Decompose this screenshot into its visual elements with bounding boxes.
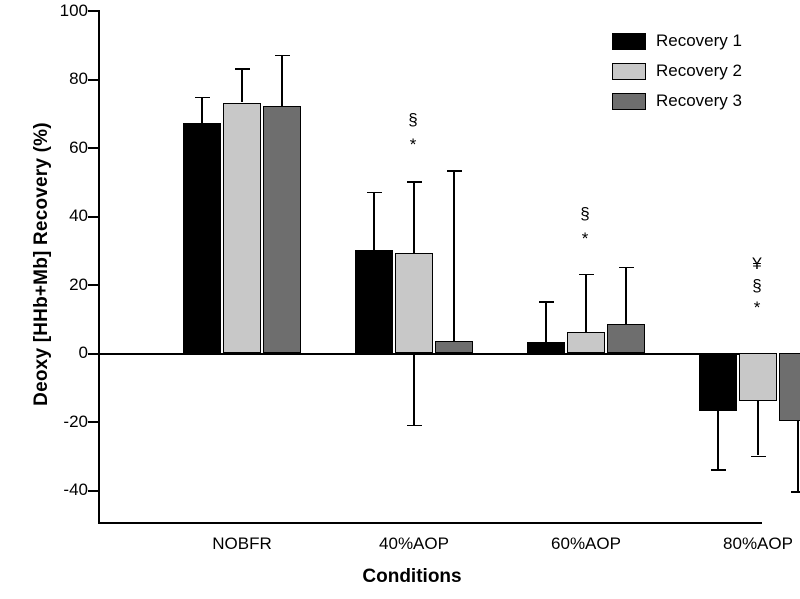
x-tick-label-aop80: 80%AOP [723,534,793,553]
x-tick-label-nobfr: NOBFR [212,534,272,553]
legend [612,28,792,118]
errorbar-cap-aop60-recovery1 [539,301,554,303]
y-axis-title: Deoxy [HHb+Mb] Recovery (%) [31,122,52,406]
y-tick-80 [88,79,98,81]
x-axis-title: Conditions [362,566,462,587]
y-tick-0 [88,353,98,355]
errorbar-cap-aop40-recovery2-lower [407,425,422,427]
y-tick-100 [88,10,98,12]
bar-nobfr-recovery1 [183,123,221,353]
bar-aop60-recovery3 [607,324,645,353]
errorbar-cap-aop40-recovery3 [447,170,462,172]
y-tick-label-neg20: -20 [63,412,88,431]
bar-nobfr-recovery2 [223,103,261,353]
errorbar-cap-aop80-recovery1 [711,469,726,471]
y-tick-label-80: 80 [69,69,88,88]
errorbar-cap-aop80-recovery3 [791,491,800,493]
errorbar-aop60-recovery1 [545,301,547,342]
y-tick-neg20 [88,421,98,423]
legend-label-recovery3: Recovery 3 [656,91,742,110]
bar-aop80-recovery1 [699,353,737,411]
y-tick-label-neg40: -40 [63,480,88,499]
bar-aop80-recovery3 [779,353,800,422]
errorbar-aop60-recovery2 [585,274,587,332]
x-tick-label-aop40: 40%AOP [379,534,449,553]
errorbar-aop40-recovery2-lower [413,353,415,425]
x-axis-line [98,522,762,524]
y-tick-label-0: 0 [78,343,88,362]
bar-aop60-recovery2 [567,332,605,353]
errorbar-aop80-recovery1 [717,411,719,469]
errorbar-cap-nobfr-recovery3 [275,55,290,57]
errorbar-cap-aop60-recovery2 [579,274,594,276]
legend-item-recovery1 [612,28,792,54]
legend-swatch-recovery2 [612,63,646,80]
errorbar-nobfr-recovery2 [241,68,243,102]
errorbar-cap-aop40-recovery2-upper [407,181,422,183]
y-tick-20 [88,284,98,286]
legend-swatch-recovery3 [612,93,646,110]
errorbar-aop60-recovery3 [625,267,627,324]
errorbar-nobfr-recovery1 [201,97,203,123]
bar-nobfr-recovery3 [263,106,301,353]
errorbar-aop80-recovery2 [757,401,759,456]
y-tick-label-40: 40 [69,206,88,225]
sig-mark-aop40-bottom: * [409,135,417,154]
sig-mark-aop80-top: ¥ [752,254,762,273]
legend-item-recovery3 [612,88,792,114]
errorbar-nobfr-recovery3 [281,55,283,106]
errorbar-cap-nobfr-recovery2 [235,68,250,70]
y-axis-line [98,10,100,524]
errorbar-cap-aop40-recovery1 [367,192,382,194]
errorbar-aop40-recovery1 [373,192,375,250]
x-tick-label-aop60: 60%AOP [551,534,621,553]
errorbar-aop80-recovery3 [797,421,799,491]
zero-baseline [98,353,762,355]
legend-swatch-recovery1 [612,33,646,50]
bar-aop40-recovery3 [435,341,473,352]
sig-mark-aop80-bottom: * [753,298,761,317]
y-tick-neg40 [88,490,98,492]
legend-label-recovery2: Recovery 2 [656,61,742,80]
y-tick-label-20: 20 [69,275,88,294]
y-tick-label-100: 100 [59,1,88,20]
y-tick-60 [88,147,98,149]
errorbar-cap-aop80-recovery2 [751,456,766,458]
sig-mark-aop80-mid: § [752,276,762,295]
errorbar-cap-aop60-recovery3 [619,267,634,269]
legend-label-recovery1: Recovery 1 [656,31,742,50]
bar-aop80-recovery2 [739,353,777,401]
errorbar-aop40-recovery3 [453,170,455,341]
bar-aop60-recovery1 [527,342,565,352]
sig-mark-aop60-top: § [580,204,590,223]
sig-mark-aop40-top: § [408,110,418,129]
errorbar-cap-nobfr-recovery1 [195,97,210,99]
bar-aop40-recovery1 [355,250,393,353]
errorbar-aop40-recovery2-upper [413,181,415,253]
y-tick-40 [88,216,98,218]
y-tick-label-60: 60 [69,138,88,157]
legend-item-recovery2 [612,58,792,84]
sig-mark-aop60-bottom: * [581,229,589,248]
bar-aop40-recovery2 [395,253,433,352]
